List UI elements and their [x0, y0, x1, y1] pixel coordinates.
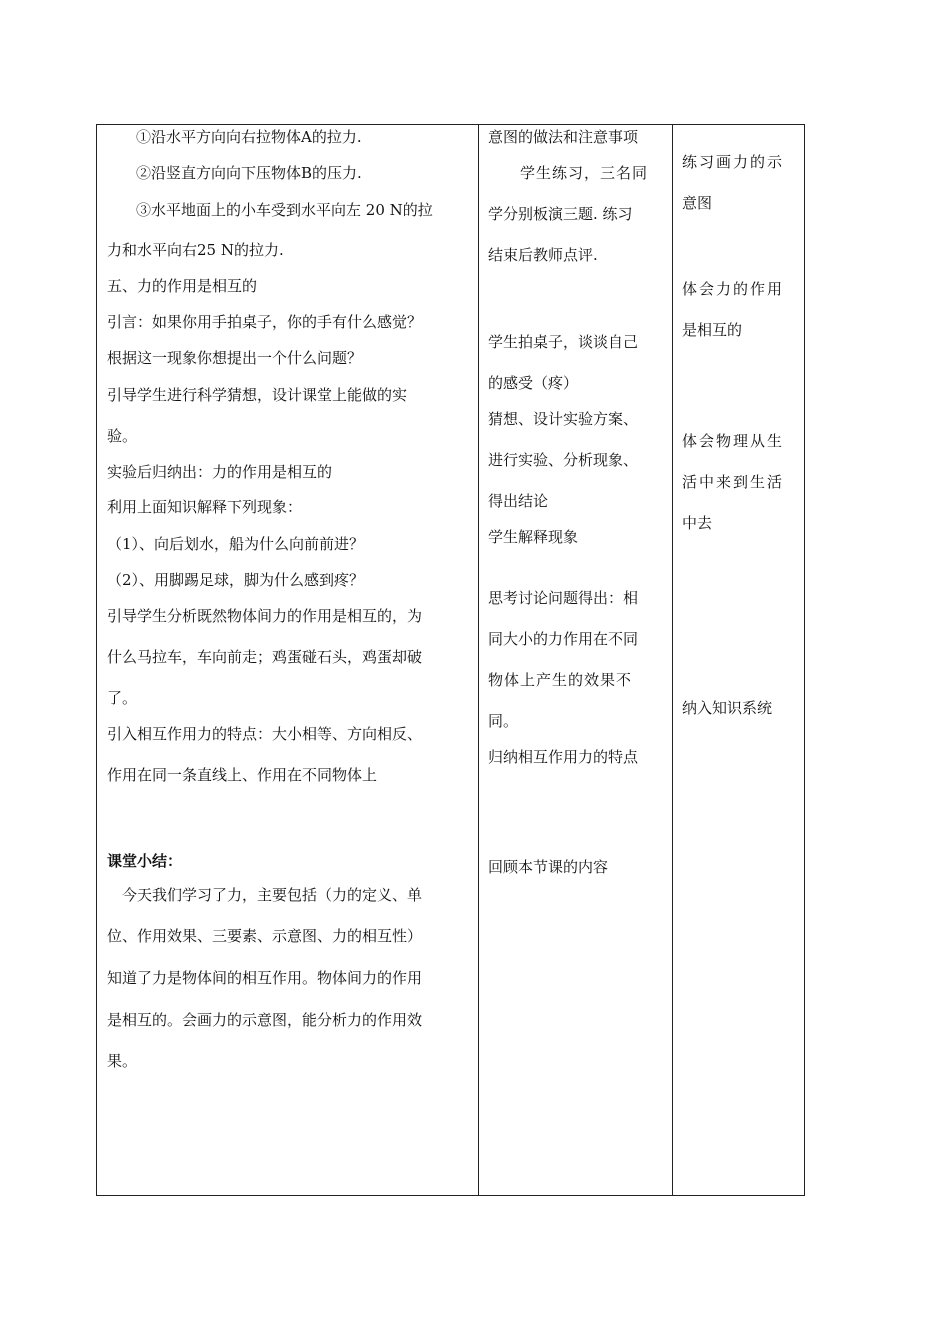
- text-line: 学生解释现象: [488, 528, 579, 546]
- text-line: 思考讨论问题得出：相: [488, 589, 639, 607]
- text-line: （1）、向后划水，船为什么向前前进？: [107, 535, 365, 553]
- text-line: 纳入知识系统: [682, 699, 773, 717]
- text-line: 活中来到生活: [682, 473, 785, 491]
- column-divider: [672, 125, 673, 1195]
- text-line: 是相互的: [682, 321, 743, 339]
- text-line: 什么马拉车，车向前走；鸡蛋碰石头，鸡蛋却破: [107, 648, 423, 666]
- text-line: 了。: [107, 689, 138, 707]
- text-line: 意图: [682, 194, 713, 212]
- text-line: 物体上产生的效果不: [488, 671, 633, 689]
- text-line: 学分别板演三题. 练习: [488, 205, 633, 223]
- text-line: 中去: [682, 514, 713, 532]
- text-line: ③水平地面上的小车受到水平向左 20 N的拉: [136, 201, 433, 219]
- text-line: 得出结论: [488, 492, 549, 510]
- text-line: 学生练习，三名同: [520, 164, 649, 182]
- text-line: 结束后教师点评.: [488, 246, 598, 264]
- text-line: 是相互的。会画力的示意图，能分析力的作用效: [107, 1011, 423, 1029]
- text-line: 知道了力是物体间的相互作用。物体间力的作用: [107, 969, 423, 987]
- text-line: 力和水平向右25 N的拉力.: [107, 241, 284, 259]
- text-line: 引导学生进行科学猜想，设计课堂上能做的实: [107, 386, 408, 404]
- text-line: 验。: [107, 427, 138, 445]
- text-line: 回顾本节课的内容: [488, 858, 609, 876]
- text-line: 今天我们学习了力，主要包括（力的定义、单: [122, 886, 423, 904]
- text-line: 同。: [488, 712, 519, 730]
- text-line: 根据这一现象你想提出一个什么问题？: [107, 349, 363, 367]
- text-line: ①沿水平方向向右拉物体A的拉力.: [136, 128, 362, 146]
- summary-heading: 课堂小结：: [107, 852, 183, 870]
- text-line: 实验后归纳出：力的作用是相互的: [107, 463, 333, 481]
- text-line: 进行实验、分析现象、: [488, 451, 639, 469]
- text-line: 体会物理从生: [682, 432, 785, 450]
- text-line: 练习画力的示: [682, 153, 785, 171]
- text-line: 引入相互作用力的特点：大小相等、方向相反、: [107, 725, 423, 743]
- text-line: 引言：如果你用手拍桌子，你的手有什么感觉？: [107, 313, 423, 331]
- text-line: 意图的做法和注意事项: [488, 128, 639, 146]
- text-line: 同大小的力作用在不同: [488, 630, 639, 648]
- text-line: （2）、用脚踢足球，脚为什么感到疼？: [107, 571, 365, 589]
- text-line: 果。: [107, 1052, 138, 1070]
- text-line: 归纳相互作用力的特点: [488, 748, 639, 766]
- column-divider: [478, 125, 479, 1195]
- text-line: 作用在同一条直线上、作用在不同物体上: [107, 766, 378, 784]
- text-line: 引导学生分析既然物体间力的作用是相互的，为: [107, 607, 423, 625]
- text-line: 猜想、设计实验方案、: [488, 410, 639, 428]
- text-line: 体会力的作用: [682, 280, 785, 298]
- text-line: ②沿竖直方向向下压物体B的压力.: [136, 164, 362, 182]
- text-line: 位、作用效果、三要素、示意图、力的相互性）: [107, 927, 423, 945]
- text-line: 的感受（疼）: [488, 374, 579, 392]
- text-line: 学生拍桌子，谈谈自己: [488, 333, 639, 351]
- text-line: 利用上面知识解释下列现象：: [107, 498, 303, 516]
- section-heading: 五、力的作用是相互的: [107, 277, 258, 295]
